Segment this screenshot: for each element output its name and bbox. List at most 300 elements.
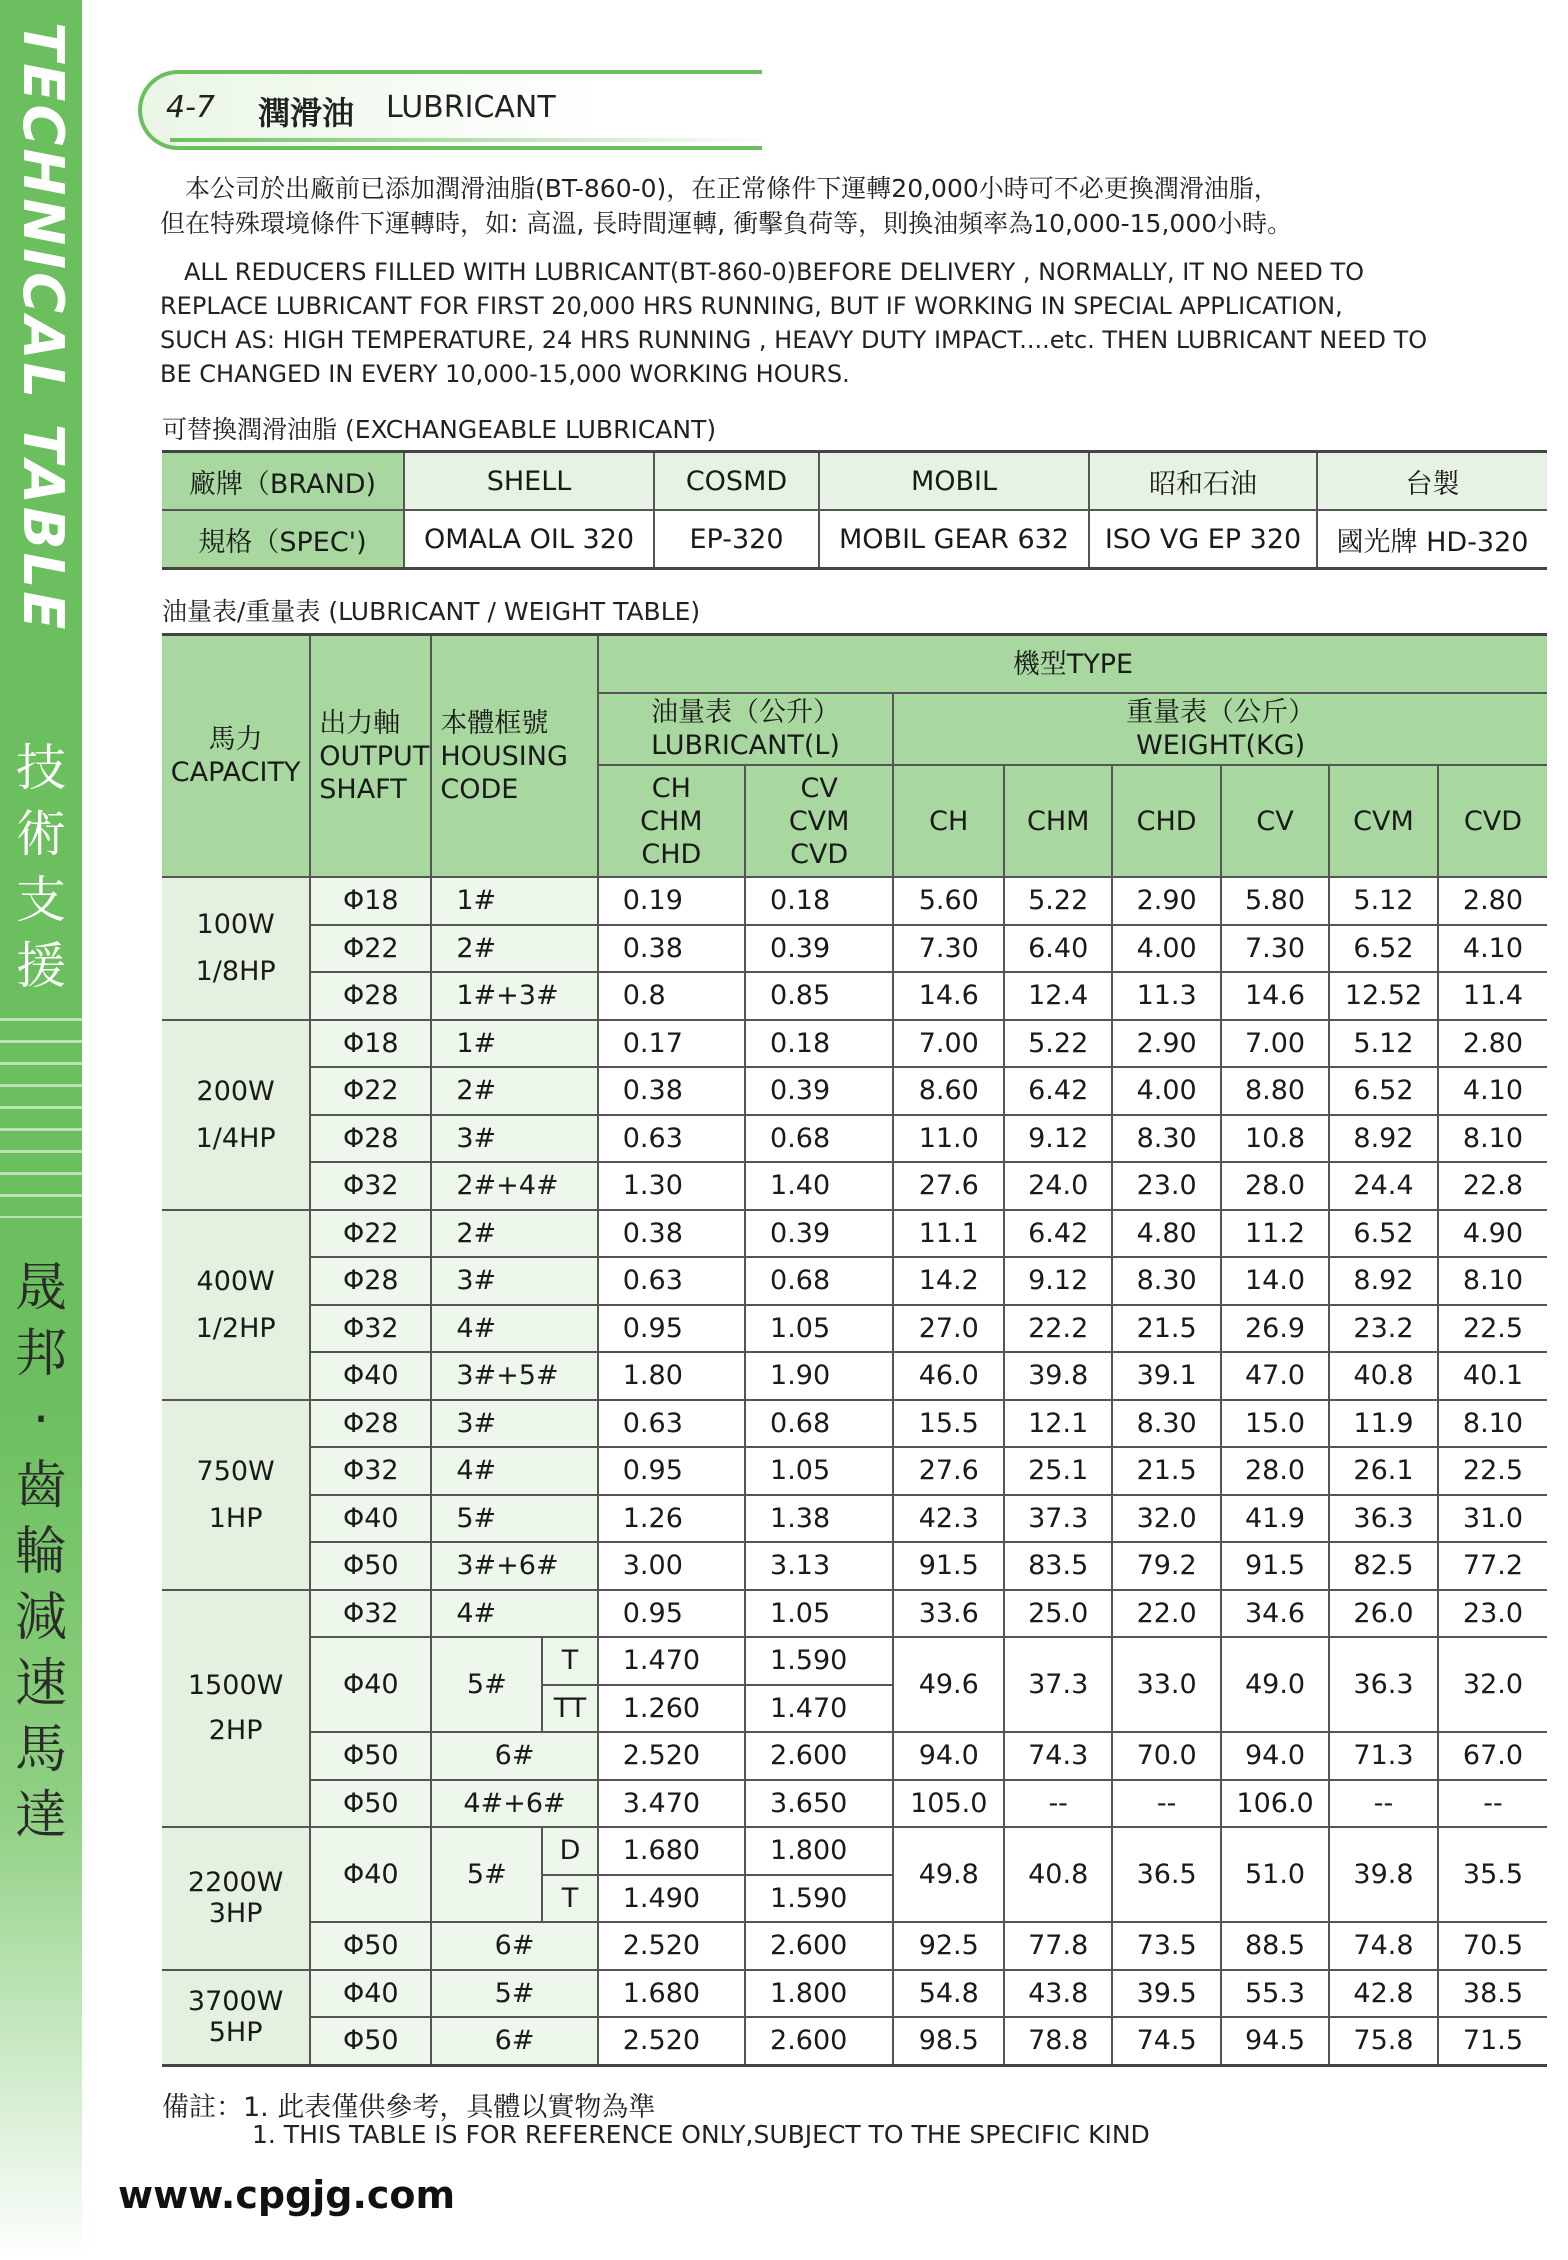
intro-cn-line-1: 本公司於出廠前已添加潤滑油脂(BT-860-0)，在正常條件下運轉20,000小時可不必更換潤滑油脂，: [160, 174, 1279, 203]
header-weight: [893, 693, 1547, 765]
w-cvd-cell: 4.90: [1438, 1210, 1547, 1258]
w-chm-cell: --: [1004, 1780, 1112, 1828]
w-cvm-cell: 8.92: [1329, 1115, 1438, 1163]
w-chd-cell: 32.0: [1112, 1495, 1221, 1543]
code-cell: 1#: [431, 877, 597, 925]
lub-cv-cell: 0.39: [745, 925, 893, 973]
header-output-en2: SHAFT: [319, 773, 407, 805]
shaft-cell: Φ22: [310, 925, 431, 973]
code-cell: 4#: [431, 1590, 597, 1638]
table-row: [162, 1637, 1547, 1685]
w-cvm-cell: 11.9: [1329, 1400, 1438, 1448]
brand-cell: COSMD: [654, 452, 819, 511]
w-cvm-cell: 6.52: [1329, 1210, 1438, 1258]
exchange-table: [162, 450, 1547, 570]
table-row: [162, 1305, 1547, 1353]
lub-cv-cell: 3.13: [745, 1542, 893, 1590]
w-cv-cell: 5.80: [1221, 877, 1329, 925]
header-ch: CH: [651, 772, 691, 804]
lub-ch-cell: 3.470: [598, 1780, 745, 1828]
table-row: [162, 1067, 1547, 1115]
w-ch-cell: 42.3: [893, 1495, 1004, 1543]
code-cell: 6#: [431, 2017, 597, 2065]
sub-code-cell: T: [542, 1875, 597, 1923]
w-cvd-cell: 11.4: [1438, 972, 1547, 1020]
intro-en-line-4: BE CHANGED IN EVERY 10,000-15,000 WORKING HOURS.: [160, 360, 850, 388]
w-chd-cell: 22.0: [1112, 1590, 1221, 1638]
lub-cv-cell: 1.40: [745, 1162, 893, 1210]
intro-en-line-2: REPLACE LUBRICANT FOR FIRST 20,000 HRS RUNNING, BUT IF WORKING IN SPECIAL APPLICATION,: [160, 292, 1343, 320]
w-chm-cell: 78.8: [1004, 2017, 1112, 2065]
lub-cv-cell: 1.05: [745, 1590, 893, 1638]
header-w-cvm: CVM: [1329, 765, 1438, 877]
table-row: [162, 1732, 1547, 1780]
w-cv-cell: 51.0: [1221, 1827, 1329, 1922]
code-cell: 2#+4#: [431, 1162, 597, 1210]
table-row: [162, 1447, 1547, 1495]
intro-en-line-1: ALL REDUCERS FILLED WITH LUBRICANT(BT-860-0)BEFORE DELIVERY , NORMALLY, IT NO NEED TO: [160, 258, 1365, 286]
table-row: [162, 1780, 1547, 1828]
lub-ch-cell: 3.00: [598, 1542, 745, 1590]
header-w-cvd: CVD: [1438, 765, 1547, 877]
code-cell: 5#: [431, 1970, 597, 2018]
shaft-cell: Φ40: [310, 1827, 431, 1922]
lub-cv-cell: 0.68: [745, 1115, 893, 1163]
w-chm-cell: 12.1: [1004, 1400, 1112, 1448]
w-chm-cell: 6.40: [1004, 925, 1112, 973]
code-cell: 3#+6#: [431, 1542, 597, 1590]
header-housing-cn: 本體框號: [440, 707, 549, 739]
table-row: [162, 1020, 1547, 1068]
w-chd-cell: --: [1112, 1780, 1221, 1828]
w-ch-cell: 33.6: [893, 1590, 1004, 1638]
lub-cv-cell: 2.600: [745, 1732, 893, 1780]
table-row: [162, 1257, 1547, 1305]
w-cv-cell: 106.0: [1221, 1780, 1329, 1828]
w-ch-cell: 7.30: [893, 925, 1004, 973]
table-row: [162, 1162, 1547, 1210]
spec-cell: OMALA OIL 320: [404, 510, 654, 569]
w-chm-cell: 39.8: [1004, 1352, 1112, 1400]
w-chd-cell: 2.90: [1112, 1020, 1221, 1068]
lub-cv-cell: 1.05: [745, 1447, 893, 1495]
header-chm: CHM: [640, 805, 703, 837]
w-cv-cell: 34.6: [1221, 1590, 1329, 1638]
w-cvm-cell: 74.8: [1329, 1922, 1438, 1970]
lub-ch-cell: 0.95: [598, 1447, 745, 1495]
w-ch-cell: 14.2: [893, 1257, 1004, 1305]
shaft-cell: Φ40: [310, 1352, 431, 1400]
capacity-watt: 750W: [196, 1455, 275, 1487]
lub-ch-cell: 0.17: [598, 1020, 745, 1068]
lub-cv-cell: 1.05: [745, 1305, 893, 1353]
shaft-cell: Φ40: [310, 1970, 431, 2018]
lub-ch-cell: 1.30: [598, 1162, 745, 1210]
w-cvm-cell: 6.52: [1329, 1067, 1438, 1115]
w-cvm-cell: 71.3: [1329, 1732, 1438, 1780]
spec-cell: MOBIL GEAR 632: [819, 510, 1089, 569]
sub-code-cell: TT: [542, 1685, 597, 1733]
side-title-en: TECHNICAL TABLE: [10, 22, 75, 633]
w-ch-cell: 8.60: [893, 1067, 1004, 1115]
header-weight-cn: 重量表（公斤）: [1126, 697, 1316, 728]
w-cvm-cell: 75.8: [1329, 2017, 1438, 2065]
w-chd-cell: 2.90: [1112, 877, 1221, 925]
w-chd-cell: 4.00: [1112, 1067, 1221, 1115]
w-chm-cell: 5.22: [1004, 877, 1112, 925]
header-housing-en2: CODE: [440, 773, 519, 805]
header-w-cv: CV: [1221, 765, 1329, 877]
shaft-cell: Φ18: [310, 877, 431, 925]
header-capacity-en: CAPACITY: [170, 757, 301, 788]
w-cvd-cell: 32.0: [1438, 1637, 1547, 1732]
w-chd-cell: 74.5: [1112, 2017, 1221, 2065]
w-chm-cell: 24.0: [1004, 1162, 1112, 1210]
header-lubricant-en: LUBRICANT(L): [651, 730, 840, 761]
w-cv-cell: 8.80: [1221, 1067, 1329, 1115]
w-ch-cell: 15.5: [893, 1400, 1004, 1448]
w-cv-cell: 10.8: [1221, 1115, 1329, 1163]
w-ch-cell: 27.6: [893, 1447, 1004, 1495]
shaft-cell: Φ28: [310, 1257, 431, 1305]
w-chm-cell: 9.12: [1004, 1115, 1112, 1163]
shaft-cell: Φ50: [310, 2017, 431, 2065]
w-ch-cell: 49.6: [893, 1637, 1004, 1732]
header-weight-en: WEIGHT(KG): [1136, 730, 1306, 761]
spec-cell: 國光牌 HD-320: [1317, 510, 1547, 569]
w-cv-cell: 94.0: [1221, 1732, 1329, 1780]
w-cv-cell: 28.0: [1221, 1162, 1329, 1210]
weight-title: 油量表/重量表 (LUBRICANT / WEIGHT TABLE): [162, 597, 701, 626]
w-cvd-cell: 35.5: [1438, 1827, 1547, 1922]
capacity-watt: 1500W: [187, 1670, 284, 1702]
shaft-cell: Φ40: [310, 1495, 431, 1543]
w-ch-cell: 27.0: [893, 1305, 1004, 1353]
exchange-title: 可替換潤滑油脂 (EXCHANGEABLE LUBRICANT): [162, 415, 717, 444]
lub-cv-cell: 0.39: [745, 1210, 893, 1258]
lub-ch-cell: 1.680: [598, 1970, 745, 2018]
w-cvm-cell: 36.3: [1329, 1637, 1438, 1732]
w-cv-cell: 11.2: [1221, 1210, 1329, 1258]
sub-code-cell: T: [542, 1637, 597, 1685]
intro-en-line-3: SUCH AS: HIGH TEMPERATURE, 24 HRS RUNNING , HEAVY DUTY IMPACT....etc. THEN LUBRICANT NEED TO: [160, 326, 1428, 354]
code-cell: 2#: [431, 1210, 597, 1258]
w-cv-cell: 15.0: [1221, 1400, 1329, 1448]
capacity-cell: [162, 1590, 310, 1828]
w-chd-cell: 8.30: [1112, 1115, 1221, 1163]
lub-ch-cell: 2.520: [598, 1732, 745, 1780]
w-chm-cell: 40.8: [1004, 1827, 1112, 1922]
code-cell: 3#: [431, 1257, 597, 1305]
w-cvd-cell: 23.0: [1438, 1590, 1547, 1638]
spec-label: 規格（SPEC'): [162, 510, 404, 569]
code-cell: 3#: [431, 1400, 597, 1448]
shaft-cell: Φ32: [310, 1447, 431, 1495]
w-ch-cell: 11.1: [893, 1210, 1004, 1258]
table-row: [162, 1495, 1547, 1543]
lub-cv-cell: 1.800: [745, 1827, 893, 1875]
website-url[interactable]: www.cpgjg.com: [118, 2173, 456, 2217]
table-row: [162, 972, 1547, 1020]
header-cv-group: [745, 765, 893, 877]
w-ch-cell: 94.0: [893, 1732, 1004, 1780]
w-cv-cell: 88.5: [1221, 1922, 1329, 1970]
w-cvm-cell: 5.12: [1329, 1020, 1438, 1068]
capacity-hp: 3HP: [208, 1898, 263, 1930]
code-cell: 1#: [431, 1020, 597, 1068]
table-row: [162, 2017, 1547, 2065]
sub-code-cell: D: [542, 1827, 597, 1875]
lub-ch-cell: 0.95: [598, 1590, 745, 1638]
w-cvd-cell: 8.10: [1438, 1115, 1547, 1163]
table-row: [162, 1590, 1547, 1638]
w-cv-cell: 14.0: [1221, 1257, 1329, 1305]
header-cv: CV: [800, 772, 838, 804]
code-cell: 2#: [431, 925, 597, 973]
w-chm-cell: 37.3: [1004, 1637, 1112, 1732]
code-cell: 3#: [431, 1115, 597, 1163]
w-cv-cell: 14.6: [1221, 972, 1329, 1020]
w-chd-cell: 70.0: [1112, 1732, 1221, 1780]
w-chm-cell: 22.2: [1004, 1305, 1112, 1353]
shaft-cell: Φ50: [310, 1780, 431, 1828]
header-housing-en1: HOUSING: [440, 740, 568, 772]
w-chd-cell: 21.5: [1112, 1447, 1221, 1495]
capacity-cell: [162, 877, 310, 1020]
w-cvd-cell: 40.1: [1438, 1352, 1547, 1400]
table-row: [162, 1542, 1547, 1590]
w-cvm-cell: 5.12: [1329, 877, 1438, 925]
w-cv-cell: 47.0: [1221, 1352, 1329, 1400]
lub-ch-cell: 2.520: [598, 2017, 745, 2065]
w-cvm-cell: 36.3: [1329, 1495, 1438, 1543]
w-cv-cell: 7.00: [1221, 1020, 1329, 1068]
shaft-cell: Φ40: [310, 1637, 431, 1732]
capacity-hp: 5HP: [208, 2017, 263, 2048]
lub-ch-cell: 1.470: [598, 1637, 745, 1685]
brand-cell: 台製: [1317, 452, 1547, 511]
capacity-hp: 1/8HP: [195, 956, 276, 988]
table-row: [162, 877, 1547, 925]
header-cvm: CVM: [788, 805, 850, 837]
w-cv-cell: 55.3: [1221, 1970, 1329, 2018]
brand-cell: 昭和石油: [1089, 452, 1317, 511]
table-row: [162, 1922, 1547, 1970]
note-en: 1. THIS TABLE IS FOR REFERENCE ONLY,SUBJECT TO THE SPECIFIC KIND: [252, 2120, 1150, 2149]
w-cvd-cell: 22.8: [1438, 1162, 1547, 1210]
w-chm-cell: 12.4: [1004, 972, 1112, 1020]
w-cvm-cell: 40.8: [1329, 1352, 1438, 1400]
side-stripes: [0, 1018, 82, 1218]
w-ch-cell: 27.6: [893, 1162, 1004, 1210]
lub-ch-cell: 1.490: [598, 1875, 745, 1923]
capacity-watt: 100W: [196, 909, 275, 941]
capacity-cell: [162, 1827, 310, 1970]
header-row-1: [162, 635, 1547, 694]
w-cv-cell: 49.0: [1221, 1637, 1329, 1732]
lub-cv-cell: 2.600: [745, 1922, 893, 1970]
w-ch-cell: 11.0: [893, 1115, 1004, 1163]
table-row: [162, 1827, 1547, 1875]
w-cvm-cell: 82.5: [1329, 1542, 1438, 1590]
w-chm-cell: 5.22: [1004, 1020, 1112, 1068]
w-cvd-cell: --: [1438, 1780, 1547, 1828]
code-cell: 1#+3#: [431, 972, 597, 1020]
code-cell: 2#: [431, 1067, 597, 1115]
lub-ch-cell: 0.63: [598, 1115, 745, 1163]
header-cvd: CVD: [790, 838, 849, 870]
spec-row: [162, 510, 1547, 569]
lub-ch-cell: 0.38: [598, 925, 745, 973]
lub-cv-cell: 1.590: [745, 1637, 893, 1685]
lub-ch-cell: 2.520: [598, 1922, 745, 1970]
w-cvm-cell: 12.52: [1329, 972, 1438, 1020]
weight-table: [162, 633, 1547, 2067]
header-capacity: [162, 635, 310, 878]
w-ch-cell: 54.8: [893, 1970, 1004, 2018]
w-chm-cell: 25.1: [1004, 1447, 1112, 1495]
lub-ch-cell: 1.680: [598, 1827, 745, 1875]
lub-cv-cell: 2.600: [745, 2017, 893, 2065]
w-cvd-cell: 77.2: [1438, 1542, 1547, 1590]
w-cv-cell: 94.5: [1221, 2017, 1329, 2065]
shaft-cell: Φ50: [310, 1732, 431, 1780]
shaft-cell: Φ18: [310, 1020, 431, 1068]
w-cvd-cell: 4.10: [1438, 925, 1547, 973]
w-cvd-cell: 2.80: [1438, 877, 1547, 925]
w-cv-cell: 91.5: [1221, 1542, 1329, 1590]
w-cvd-cell: 70.5: [1438, 1922, 1547, 1970]
lub-ch-cell: 0.63: [598, 1400, 745, 1448]
code-cell: 6#: [431, 1922, 597, 1970]
lub-ch-cell: 0.8: [598, 972, 745, 1020]
brand-label: 廠牌（BRAND): [162, 452, 404, 511]
w-cvm-cell: 26.1: [1329, 1447, 1438, 1495]
code-cell: 4#+6#: [431, 1780, 597, 1828]
lub-cv-cell: 3.650: [745, 1780, 893, 1828]
capacity-watt: 400W: [196, 1265, 275, 1297]
w-chd-cell: 33.0: [1112, 1637, 1221, 1732]
spec-cell: ISO VG EP 320: [1089, 510, 1317, 569]
side-company-cn: 晟 邦 · 齒 輪 減 速 馬 達: [14, 1258, 67, 1846]
w-cvm-cell: 23.2: [1329, 1305, 1438, 1353]
lub-cv-cell: 1.470: [745, 1685, 893, 1733]
header-output-en1: OUTPUT: [319, 740, 430, 772]
header-w-chm: CHM: [1004, 765, 1112, 877]
header-lubricant-cn: 油量表（公升）: [651, 697, 841, 728]
code-cell: 3#+5#: [431, 1352, 597, 1400]
capacity-cell: [162, 1210, 310, 1400]
w-cvd-cell: 31.0: [1438, 1495, 1547, 1543]
table-row: [162, 1210, 1547, 1258]
header-w-ch: CH: [893, 765, 1004, 877]
note-cn: 備註：1. 此表僅供參考，具體以實物為準: [162, 2092, 656, 2123]
w-chm-cell: 9.12: [1004, 1257, 1112, 1305]
header-lubricant: [598, 693, 894, 765]
brand-row: [162, 452, 1547, 511]
code-cell: 5#: [431, 1637, 542, 1732]
capacity-hp: 1HP: [208, 1502, 263, 1534]
w-chm-cell: 74.3: [1004, 1732, 1112, 1780]
capacity-hp: 1/2HP: [195, 1312, 276, 1344]
table-row: [162, 1115, 1547, 1163]
w-cvd-cell: 71.5: [1438, 2017, 1547, 2065]
w-chd-cell: 36.5: [1112, 1827, 1221, 1922]
table-row: [162, 1352, 1547, 1400]
section-number: 4-7: [166, 90, 215, 125]
w-ch-cell: 105.0: [893, 1780, 1004, 1828]
w-cvm-cell: 42.8: [1329, 1970, 1438, 2018]
w-cvd-cell: 22.5: [1438, 1305, 1547, 1353]
header-ch-group: [598, 765, 745, 877]
w-ch-cell: 92.5: [893, 1922, 1004, 1970]
w-chm-cell: 83.5: [1004, 1542, 1112, 1590]
w-cvd-cell: 8.10: [1438, 1257, 1547, 1305]
lub-cv-cell: 0.68: [745, 1257, 893, 1305]
lub-ch-cell: 0.63: [598, 1257, 745, 1305]
table-row: [162, 1400, 1547, 1448]
spec-cell: EP-320: [654, 510, 819, 569]
header-chd: CHD: [641, 838, 702, 870]
w-ch-cell: 46.0: [893, 1352, 1004, 1400]
lub-cv-cell: 0.68: [745, 1400, 893, 1448]
intro-cn-line-2: 但在特殊環境條件下運轉時，如: 高溫, 長時間運轉, 衝擊負荷等，則換油頻率為10,000-15,000小時。: [160, 209, 1293, 238]
header-housing: [431, 635, 597, 878]
lub-cv-cell: 1.38: [745, 1495, 893, 1543]
brand-cell: MOBIL: [819, 452, 1089, 511]
w-chd-cell: 39.5: [1112, 1970, 1221, 2018]
shaft-cell: Φ28: [310, 1115, 431, 1163]
capacity-hp: 1/4HP: [195, 1122, 276, 1154]
w-ch-cell: 5.60: [893, 877, 1004, 925]
header-w-chd: CHD: [1112, 765, 1221, 877]
capacity-cell: [162, 1970, 310, 2066]
w-cvd-cell: 2.80: [1438, 1020, 1547, 1068]
section-title-en: LUBRICANT: [386, 90, 556, 125]
lub-cv-cell: 0.85: [745, 972, 893, 1020]
code-cell: 6#: [431, 1732, 597, 1780]
w-chm-cell: 25.0: [1004, 1590, 1112, 1638]
shaft-cell: Φ22: [310, 1210, 431, 1258]
lub-ch-cell: 0.38: [598, 1210, 745, 1258]
lub-ch-cell: 0.38: [598, 1067, 745, 1115]
code-cell: 5#: [431, 1495, 597, 1543]
table-row: [162, 1970, 1547, 2018]
capacity-hp: 2HP: [208, 1715, 263, 1747]
w-chd-cell: 8.30: [1112, 1257, 1221, 1305]
w-chd-cell: 73.5: [1112, 1922, 1221, 1970]
lub-cv-cell: 0.18: [745, 877, 893, 925]
w-ch-cell: 49.8: [893, 1827, 1004, 1922]
shaft-cell: Φ32: [310, 1162, 431, 1210]
w-chm-cell: 37.3: [1004, 1495, 1112, 1543]
lub-ch-cell: 1.80: [598, 1352, 745, 1400]
w-cv-cell: 41.9: [1221, 1495, 1329, 1543]
w-chm-cell: 6.42: [1004, 1067, 1112, 1115]
w-cvd-cell: 22.5: [1438, 1447, 1547, 1495]
w-ch-cell: 7.00: [893, 1020, 1004, 1068]
w-chd-cell: 11.3: [1112, 972, 1221, 1020]
lub-ch-cell: 1.260: [598, 1685, 745, 1733]
shaft-cell: Φ50: [310, 1542, 431, 1590]
section-title-cn: 潤滑油: [258, 94, 355, 132]
lub-ch-cell: 0.19: [598, 877, 745, 925]
capacity-watt: 3700W: [187, 1986, 284, 2017]
brand-cell: SHELL: [404, 452, 654, 511]
w-cvd-cell: 4.10: [1438, 1067, 1547, 1115]
header-capacity-cn: 馬力: [208, 724, 263, 755]
table-row: [162, 925, 1547, 973]
